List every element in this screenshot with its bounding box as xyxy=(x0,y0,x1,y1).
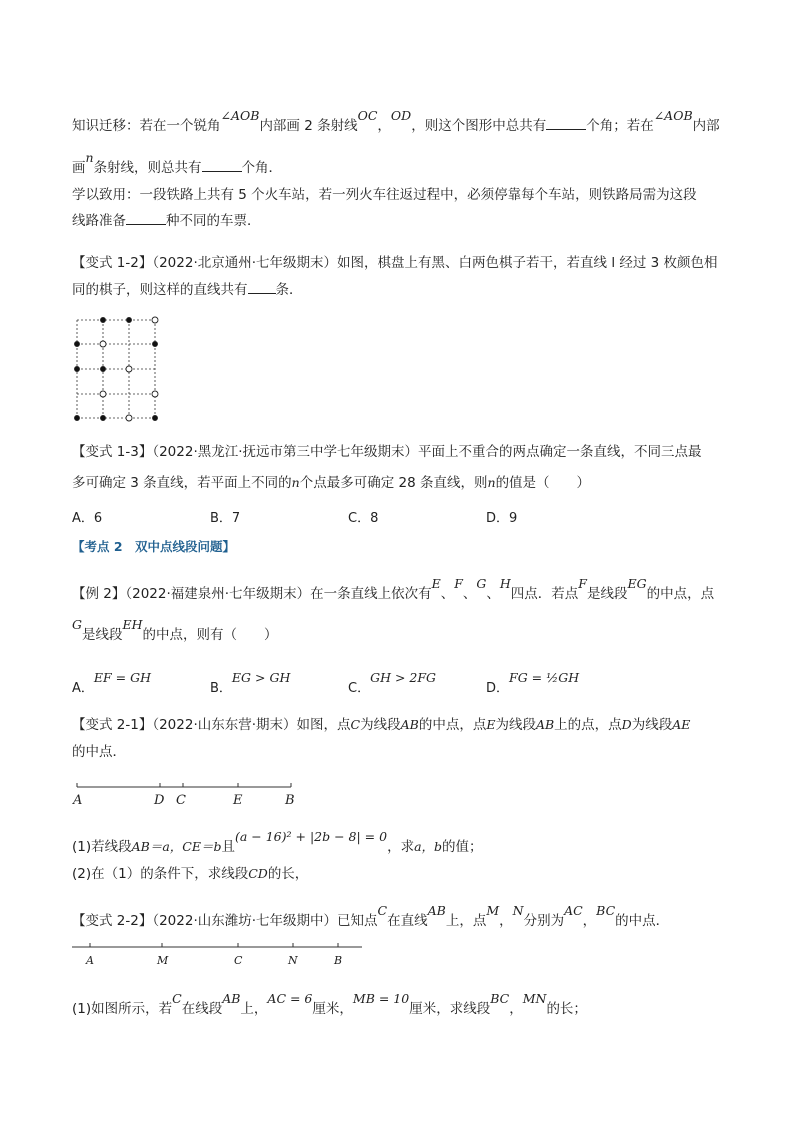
point-label: E xyxy=(233,793,243,808)
variant-1-3-line2: 多可确定 3 条直线，若平面上不同的n个点最多可确定 28 条直线，则n的值是（ ） xyxy=(72,475,591,491)
point-label: A xyxy=(86,954,94,967)
variant-2-1-q2: (2)在（1）的条件下，求线段CD的长， xyxy=(72,866,309,882)
option-d[interactable]: D．9 xyxy=(486,511,518,526)
example-2-line2: G是线段EH的中点，则有（ ） xyxy=(72,617,278,643)
option-a[interactable]: A．EF = GH xyxy=(72,670,152,696)
example-2-line1: 【例 2】（2022·福建泉州·七年级期末）在一条直线上依次有E、F、G、H四点．若点F是线段EG的中点，点 xyxy=(72,576,715,602)
variant-2-2-q1: (1)如图所示，若C在线段AB上，AC = 6厘米，MB = 10厘米，求线段BC，MN的长； xyxy=(72,991,587,1017)
variant-2-1-line1: 【变式 2-1】（2022·山东东营·期末）如图，点C为线段AB的中点，点E为线段AB上的点，点D为线段AE xyxy=(72,717,691,733)
option-c[interactable]: C．GH > 2FG xyxy=(348,670,436,696)
point-label: C xyxy=(234,954,243,967)
point-label: M xyxy=(157,954,169,967)
segment-figure-amcnb xyxy=(70,942,365,972)
option-d[interactable]: D．FG = ½GH xyxy=(486,670,580,696)
point-label: C xyxy=(176,793,186,808)
apply-line2: 线路准备 种不同的车票． xyxy=(72,213,261,229)
var-n: n xyxy=(85,150,94,165)
chessboard-figure xyxy=(70,312,165,424)
segment-figure-adceb xyxy=(70,778,310,810)
option-b[interactable]: B．7 xyxy=(210,511,241,526)
section-heading: 【考点 2 双中点线段问题】 xyxy=(72,539,236,554)
knowledge-transfer-line1: 知识迁移：若在一个锐角∠AOB内部画 2 条射线OC，OD，则这个图形中总共有 个角；若在∠AOB内部 xyxy=(72,108,720,134)
angle-aob: ∠AOB xyxy=(653,108,693,123)
ray-oc: OC xyxy=(357,108,378,123)
variant-1-2-line1: 【变式 1-2】（2022·北京通州·七年级期末）如图，棋盘上有黑、白两色棋子若干，若直线 l 经过 3 枚颜色相 xyxy=(72,255,718,271)
angle-aob: ∠AOB xyxy=(220,108,260,123)
answer-blank[interactable] xyxy=(248,280,276,294)
answer-blank[interactable] xyxy=(126,211,166,225)
option-c[interactable]: C．8 xyxy=(348,511,379,526)
point-label: A xyxy=(73,793,83,808)
point-label: B xyxy=(285,793,295,808)
option-b[interactable]: B．EG > GH xyxy=(210,670,291,696)
variant-2-2-line1: 【变式 2-2】（2022·山东潍坊·七年级期中）已知点C在直线AB上，点M，N分别为AC，BC的中点． xyxy=(72,903,670,929)
variant-1-3-line1: 【变式 1-3】（2022·黑龙江·抚远市第三中学七年级期末）平面上不重合的两点确定一条直线，不同三点最 xyxy=(72,444,702,460)
knowledge-transfer-line2: 画n条射线，则总共有 个角． xyxy=(72,150,283,176)
answer-blank[interactable] xyxy=(546,116,586,130)
option-a[interactable]: A．6 xyxy=(72,511,103,526)
ray-od: OD xyxy=(390,108,412,123)
point-label: D xyxy=(154,793,165,808)
point-label: N xyxy=(288,954,298,967)
apply-line1: 学以致用：一段铁路上共有 5 个火车站，若一列火车往返过程中，必须停靠每个车站，则铁路局需为这段 xyxy=(72,187,697,203)
variant-1-2-line2: 同的棋子，则这样的直线共有 条． xyxy=(72,282,303,298)
variant-2-1-line2: 的中点． xyxy=(72,744,126,760)
point-label: B xyxy=(334,954,343,967)
variant-2-1-q1: (1)若线段AB＝a，CE＝b且(a − 16)² + |2b − 8| = 0，求a，b的值； xyxy=(72,829,483,855)
answer-blank[interactable] xyxy=(202,158,242,172)
